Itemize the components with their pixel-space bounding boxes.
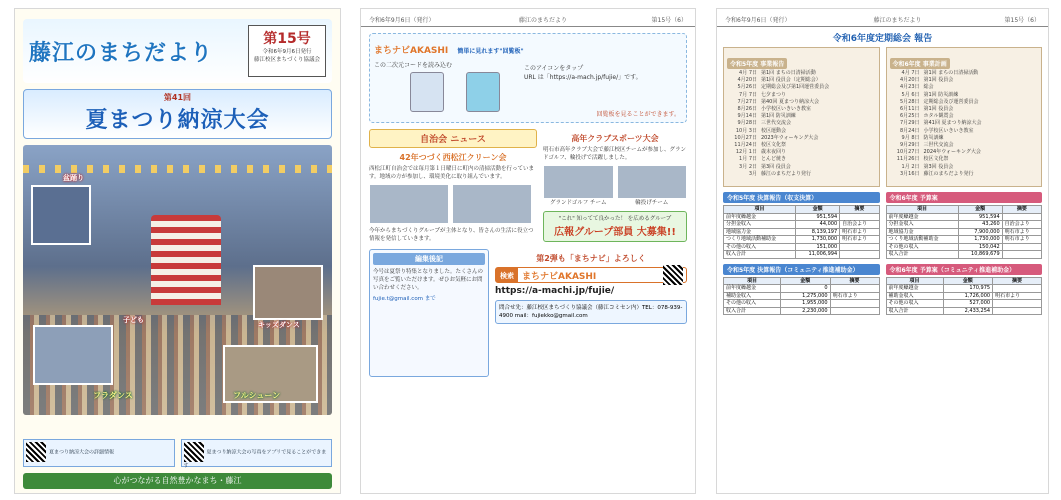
- table-cell: 0: [781, 285, 831, 293]
- masthead: [23, 19, 332, 83]
- table-cell: 前年度繰越金: [886, 285, 943, 293]
- jichikai-body: 西松江町自治会では毎月第１日曜日に町内の清掃活動を行っています。地域の方が参加し、環境美化に取り組んでいます。: [369, 166, 535, 180]
- table-cell: 地域協力金: [886, 228, 958, 236]
- event-date: 9月29日: [899, 142, 920, 149]
- nav-step-1: この二次元コードを読み込む: [374, 62, 453, 69]
- event-name: 定期総会及び第1回運営委員会: [761, 84, 830, 91]
- issue-date: 令和6年9月6日発行: [262, 49, 312, 55]
- event-date: 4月 7日: [739, 70, 757, 76]
- news-columns: [369, 129, 687, 243]
- table-cell: 1,730,000: [796, 236, 840, 244]
- table-cell: [1002, 251, 1041, 259]
- activity-plan-heading: 令和6年度 事業計画: [890, 58, 950, 69]
- event-name: 第3回 役員会: [761, 163, 791, 170]
- cleanup-photo: [369, 184, 449, 224]
- table-header: 金額: [958, 206, 1002, 214]
- table-cell: 7,900,000: [958, 228, 1002, 236]
- fin1-table: [723, 205, 880, 259]
- tag-kids: 子ども: [123, 316, 144, 324]
- table-cell: つくり地域活動補助金: [886, 236, 958, 244]
- nav-title: 簡単に見れます"回覧板": [457, 48, 524, 55]
- event-date: 12月 1日: [735, 149, 757, 156]
- table-row: [886, 292, 1042, 300]
- event-date: 11月26日: [896, 156, 920, 163]
- table-cell: 150,042: [958, 243, 1002, 251]
- table-row: [724, 300, 880, 308]
- report-title: 令和6年度定期総会 報告: [832, 34, 933, 44]
- event-row: [727, 135, 876, 142]
- event-name: 藤江のまちだより発行: [761, 170, 812, 177]
- activity-report: [723, 47, 880, 187]
- machi-navi-section: [369, 33, 687, 123]
- table-header: 摘要: [1002, 206, 1041, 214]
- table-row: [886, 243, 1042, 251]
- plan-list: [890, 70, 1039, 178]
- table-cell: 明石市より: [840, 236, 879, 244]
- event-title: 夏まつり納涼大会: [85, 108, 270, 133]
- left-column: [723, 47, 880, 315]
- table-cell: 1,275,000: [781, 292, 831, 300]
- recruit-heading: 広報グループ部員 大募集!!: [554, 227, 676, 238]
- table-cell: 11,006,994: [796, 251, 840, 259]
- table-cell: 自治会より: [1002, 221, 1041, 229]
- table-cell: その他の収入: [886, 300, 943, 308]
- table-cell: 151,000: [796, 243, 840, 251]
- event-date: 7月27日: [737, 98, 757, 105]
- info-left[interactable]: 夏まつり納涼大会の詳細情報: [23, 439, 175, 467]
- event-date: 4月23日: [899, 84, 920, 91]
- event-name: 2023年ウォーキング大会: [761, 134, 819, 141]
- photo-mascot: [31, 185, 91, 245]
- table-cell: [993, 300, 1042, 308]
- table-cell: 明石市より: [1002, 236, 1041, 244]
- editor-email[interactable]: fujie.t@gmail.com まで: [373, 296, 436, 302]
- event-name: 第40回 夏まつり納涼大会: [761, 98, 819, 105]
- table-cell: 170,975: [943, 285, 993, 293]
- event-row: [727, 171, 876, 178]
- tag-hula: フラダンス: [93, 391, 133, 400]
- qr-code-icon: [663, 265, 683, 285]
- table-cell: 分担金収入: [724, 221, 796, 229]
- event-row: [727, 164, 876, 171]
- event-date: 10月 3日: [735, 127, 757, 134]
- recruit-box: [543, 211, 687, 242]
- event-row: [727, 92, 876, 99]
- phone-app-icon: [466, 72, 500, 112]
- fin2-table: [886, 205, 1043, 259]
- editor-body: 今号は夏祭り特集となりました。たくさんの写真をご覧いただけます。ぜひお気軽にお問い合わせください。: [373, 269, 484, 291]
- table-header: 金額: [943, 277, 993, 285]
- table-row: [886, 307, 1042, 315]
- table-cell: [1002, 243, 1041, 251]
- table-cell: 44,000: [796, 221, 840, 229]
- event-name: 第1回 役員会: [923, 106, 954, 113]
- event-row: [727, 128, 876, 135]
- event-name: 第1回 役員会（定期総会）: [761, 77, 821, 84]
- table-cell: [993, 285, 1042, 293]
- event-date: 9月28日: [737, 120, 757, 127]
- table-cell: 43,260: [958, 221, 1002, 229]
- table-cell: その他の収入: [724, 243, 796, 251]
- table-cell: 補助金収入: [724, 292, 781, 300]
- jichikai-column: [369, 129, 537, 243]
- table-header: 項目: [886, 206, 958, 214]
- fin4-table: [886, 277, 1043, 316]
- running-header: 令和6年9月6日（発行） 藤江のまちだより 第15号（6）: [361, 9, 695, 27]
- event-date: 8月24日: [899, 127, 920, 134]
- event-row: [890, 120, 1039, 127]
- activity-report-heading: 令和5年度 事業報告: [727, 58, 787, 69]
- site-url[interactable]: https://a-machi.jp/fujie/: [495, 286, 615, 296]
- event-date: 1月 7日: [739, 156, 757, 163]
- search-label: 検索: [496, 268, 518, 282]
- table-header: 項目: [724, 277, 781, 285]
- fin4-heading: 令和6年度 予算案（コミュニティ推進補助金）: [886, 264, 1043, 275]
- navi2-box: [495, 249, 687, 377]
- fin3-heading: 令和5年度 決算報告（コミュニティ推進補助金）: [723, 264, 880, 275]
- table-cell: 自治会より: [840, 221, 879, 229]
- table-row: [724, 228, 880, 236]
- event-name: 第1回 役員会: [923, 77, 954, 84]
- event-date: 6月25日: [899, 113, 920, 120]
- qr-info-strip: [23, 439, 332, 467]
- table-cell: 収入合計: [724, 307, 781, 315]
- event-name: 第1回 まちの日清掃活動: [761, 70, 816, 76]
- event-date: 3月: [748, 170, 757, 177]
- table-cell: [1002, 213, 1041, 221]
- table-cell: 951,594: [796, 213, 840, 221]
- event-row: [890, 135, 1039, 142]
- table-header: 金額: [781, 277, 831, 285]
- event-date: 6月11日: [899, 106, 920, 113]
- table-cell: 収入合計: [724, 251, 796, 259]
- event-name: 小学校区いきいき教室: [923, 127, 974, 134]
- table-cell: 527,000: [943, 300, 993, 308]
- jichikai-heading: 自治会 ニュース: [369, 129, 537, 148]
- table-cell: 10,869,679: [958, 251, 1002, 259]
- table-row: [886, 300, 1042, 308]
- table-cell: 前年度繰越金: [724, 213, 796, 221]
- event-name: とんど焼き: [761, 156, 787, 163]
- table-cell: 地域協力金: [724, 228, 796, 236]
- sports-body: 明石市高年クラブ大会で藤江校区チームが参加し、グランドゴルフ、輪投げで活躍しました。: [543, 147, 687, 161]
- event-date: 3月 2日: [739, 163, 757, 170]
- event-date: 8月26日: [737, 106, 757, 113]
- event-date: 4月20日: [737, 77, 757, 84]
- event-row: [890, 164, 1039, 171]
- event-name: ホタル観賞会: [923, 113, 954, 120]
- event-date: 1月 2日: [901, 163, 920, 170]
- event-name: 三世代交流会: [923, 142, 954, 149]
- activity-plan: [886, 47, 1043, 187]
- fin1-heading: 令和5年度 決算報告（収支決算）: [723, 192, 880, 203]
- event-date: 7月29日: [899, 120, 920, 127]
- table-cell: [840, 243, 879, 251]
- tag-bon-odori: 盆踊り: [63, 174, 84, 182]
- table-cell: 前年度繰越金: [886, 213, 958, 221]
- table-row: [724, 307, 880, 315]
- event-name: 第1回 まちの日清掃活動: [923, 70, 979, 76]
- recruit-body: 今年からまちづくりグループが主体となり、皆さんの生活に役立つ情報を発信していきます。: [369, 228, 534, 242]
- lantern-decoration: [23, 165, 332, 173]
- table-header: 項目: [724, 206, 796, 214]
- motto-footer: 心がつながる自然豊かなまち・藤江: [23, 473, 332, 489]
- brand-logo: まちナビAKASHI: [374, 46, 449, 56]
- navi2-title: 第2弾も「まちナビ」よろしく: [536, 254, 646, 263]
- event-name: 第41回 夏まつり納涼大会: [923, 120, 982, 127]
- table-cell: その他の収入: [886, 243, 958, 251]
- running-header: 令和6年9月6日（発行） 藤江のまちだより 第15号（6）: [717, 9, 1048, 27]
- table-cell: [830, 307, 879, 315]
- yagura-tower: [151, 215, 221, 305]
- table-row: [724, 292, 880, 300]
- bottom-section: [369, 249, 687, 377]
- table-header: 摘要: [830, 277, 879, 285]
- table-cell: 2,433,254: [943, 307, 993, 315]
- festival-photo-collage: [23, 145, 332, 415]
- table-cell: 補助金収入: [886, 292, 943, 300]
- editor-note: [369, 249, 489, 377]
- event-name: 防災訓練: [923, 134, 944, 141]
- search-bar[interactable]: [495, 267, 687, 283]
- table-cell: 前年度繰越金: [724, 285, 781, 293]
- issue-box: [248, 25, 326, 77]
- issue-number: 第15号: [263, 31, 311, 47]
- event-row: [890, 84, 1039, 91]
- nav-step-3: URL は「https://a-mach.jp/fujie/」です。: [524, 74, 642, 81]
- event-name: 小学校区いきいき教室: [761, 106, 812, 113]
- table-cell: その他の収入: [724, 300, 781, 308]
- event-date: 4月20日: [899, 77, 920, 84]
- groundgolf-photo: [543, 165, 614, 199]
- event-name: 校区文化祭: [761, 142, 787, 149]
- table-row: [724, 285, 880, 293]
- search-brand: まちナビAKASHI: [522, 271, 597, 282]
- photo-dance: [253, 265, 323, 320]
- table-cell: 分担金収入: [886, 221, 958, 229]
- newsletter-title: 藤江のまちだより: [29, 40, 214, 66]
- ringtoss-photo: [617, 165, 688, 199]
- table-row: [724, 243, 880, 251]
- front-page: [14, 8, 341, 494]
- event-name: 第1回 防災訓練: [761, 113, 796, 120]
- event-name: 七夕まつり: [761, 91, 787, 98]
- table-cell: 2,230,000: [781, 307, 831, 315]
- activity-list: [727, 70, 876, 178]
- table-header: 摘要: [840, 206, 879, 214]
- event-date: 5月28日: [899, 98, 920, 105]
- event-banner: [23, 89, 332, 139]
- event-date: 5月26日: [737, 84, 757, 91]
- event-row: [890, 99, 1039, 106]
- table-cell: [830, 300, 879, 308]
- table-cell: 951,594: [958, 213, 1002, 221]
- nav-step-2: このアイコンをタップ: [524, 65, 584, 72]
- table-cell: 収入合計: [886, 307, 943, 315]
- sports-column: [543, 129, 687, 243]
- event-row: [890, 156, 1039, 163]
- table-cell: 8,139,197: [796, 228, 840, 236]
- event-date: 4月 7日: [901, 70, 920, 76]
- right-column: [886, 47, 1043, 315]
- table-row: [724, 221, 880, 229]
- event-date: 10月27日: [896, 149, 920, 156]
- event-row: [890, 92, 1039, 99]
- table-cell: [830, 285, 879, 293]
- event-date: 10月27日: [734, 134, 757, 141]
- table-cell: 1,726,000: [943, 292, 993, 300]
- event-name: 2024年ウォーキング大会: [923, 149, 981, 156]
- table-row: [886, 221, 1042, 229]
- table-cell: 1,730,000: [958, 236, 1002, 244]
- table-row: [886, 228, 1042, 236]
- event-date: 3月16日: [899, 170, 920, 177]
- event-date: 9月14日: [737, 113, 757, 120]
- page-two: [360, 8, 696, 494]
- event-name: 第1回 防災訓練: [923, 91, 959, 98]
- event-date: 7月 7日: [739, 91, 757, 98]
- qr-code-icon: [184, 442, 204, 462]
- table-header: 摘要: [993, 277, 1042, 285]
- inquiry-box: 問合せ先：藤江校区まちづくり協議会（藤江コミセン内）TEL：078-939-4900 mail：fujiekko@gmail.com: [495, 300, 687, 324]
- table-header: 金額: [796, 206, 840, 214]
- event-name: 第3回 役員会: [923, 163, 954, 170]
- table-row: [724, 213, 880, 221]
- recruit-small: "これ" 知ってて良かった！ を広めるグループ: [558, 216, 672, 222]
- event-row: [727, 99, 876, 106]
- tag-kids-dance: キッズダンス: [258, 321, 300, 329]
- qr-code-icon: [26, 442, 46, 462]
- tag-full-shoon: フルシューン: [233, 391, 281, 400]
- table-row: [886, 213, 1042, 221]
- table-cell: つくり地域活動補助金: [724, 236, 796, 244]
- event-row: [727, 120, 876, 127]
- photo-caption: グランドゴルフ チーム: [549, 200, 607, 206]
- report-columns: [717, 47, 1048, 315]
- event-date: 11月24日: [734, 142, 757, 149]
- table-cell: 明石市より: [1002, 228, 1041, 236]
- page-three: [716, 8, 1049, 494]
- event-name: 定期総会及び運営委員会: [923, 98, 979, 105]
- event-row: [727, 84, 876, 91]
- jichikai-subheading: 42年つづく西松江クリーン会: [399, 153, 507, 162]
- table-row: [886, 236, 1042, 244]
- event-name: 三世代交流会: [761, 120, 792, 127]
- table-header: 項目: [886, 277, 943, 285]
- event-date: 5月 6日: [901, 91, 920, 98]
- table-cell: 明石市より: [840, 228, 879, 236]
- publisher: 藤江校区まちづくり協議会: [254, 57, 320, 63]
- event-row: [727, 156, 876, 163]
- phone-qr-icon: [410, 72, 444, 112]
- table-cell: 収入合計: [886, 251, 958, 259]
- nav-note: 回覧板を見ることができます。: [596, 111, 680, 118]
- event-name: 校区運動会: [761, 127, 787, 134]
- event-row: [890, 171, 1039, 178]
- table-cell: 1,955,000: [781, 300, 831, 308]
- fin2-heading: 令和6年度 予算案: [886, 192, 1043, 203]
- event-row: [890, 128, 1039, 135]
- event-name: 総会: [923, 84, 934, 91]
- event-name: 藤江のまちだより発行: [923, 170, 974, 177]
- fin3-table: [723, 277, 880, 316]
- table-row: [886, 285, 1042, 293]
- table-row: [886, 251, 1042, 259]
- event-number: 第41回: [163, 93, 192, 102]
- event-name: 校区文化祭: [923, 156, 949, 163]
- table-cell: [993, 307, 1042, 315]
- cleanup-photo: [452, 184, 532, 224]
- photo-kids: [33, 325, 113, 385]
- table-cell: 明石市より: [830, 292, 879, 300]
- info-right[interactable]: 夏まつり納涼大会の写真をアプリで見ることができます: [181, 439, 333, 467]
- sports-heading: 高年クラブスポーツ大会: [571, 134, 659, 143]
- table-cell: 明石市より: [993, 292, 1042, 300]
- editor-heading: 編集後記: [373, 253, 485, 265]
- table-row: [724, 236, 880, 244]
- photo-caption: 輪投げチーム: [635, 200, 669, 206]
- table-cell: [840, 213, 879, 221]
- event-name: 歳末夜回り: [761, 149, 787, 156]
- table-cell: [840, 251, 879, 259]
- table-row: [724, 251, 880, 259]
- event-date: 9月 8日: [901, 134, 920, 141]
